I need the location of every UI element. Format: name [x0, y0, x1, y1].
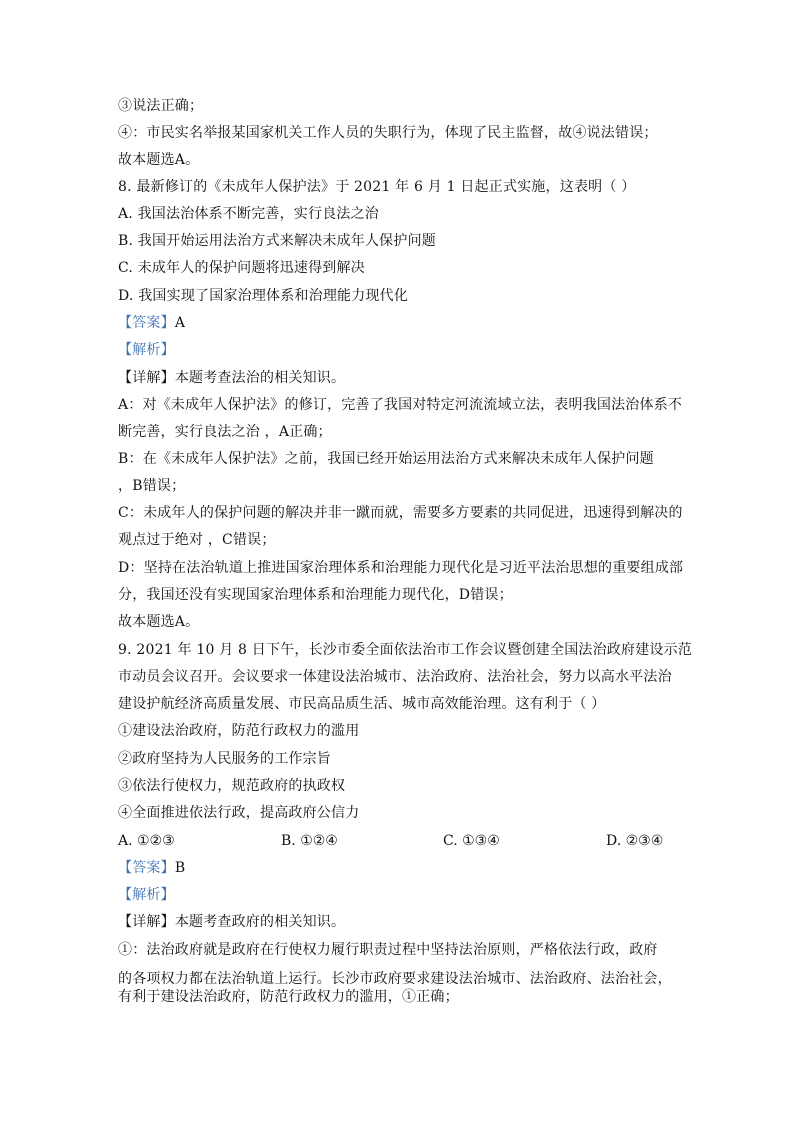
explanation-line: 断完善，实行良法之治 ，A正确；	[118, 424, 332, 440]
question-9-item: ①建设法治政府，防范行政权力的滥用	[118, 723, 360, 739]
text-line: ③说法正确；	[118, 98, 204, 114]
text-line: 故本题选A。	[118, 152, 200, 168]
question-9-detail	[118, 913, 345, 931]
conclusion-line: 故本题选A。	[118, 614, 200, 630]
explanation-line: B：在《未成年人保护法》之前，我国已经开始运用法治方式来解决未成年人保护问题	[118, 451, 654, 467]
detail-tag: 【详解】	[118, 914, 175, 930]
explanation-line: C：未成年人的保护问题的解决并非一蹴而就，需要多方要素的共同促进，迅速得到解决的	[118, 505, 683, 521]
explanation-line: A：对《未成年人保护法》的修订，完善了我国对特定河流流域立法，表明我国法治体系不	[118, 397, 683, 413]
question-8-answer	[118, 314, 185, 332]
text-line: ④：市民实名举报某国家机关工作人员的失职行为，体现了民主监督，故④说法错误；	[118, 125, 658, 141]
answer-tag: 【答案】	[118, 860, 175, 876]
explanation-line: ，B错误；	[118, 478, 186, 494]
question-8-option-a: A. 我国法治体系不断完善，实行良法之治	[118, 206, 380, 222]
explanation-line: 观点过于绝对 ，C错误；	[118, 532, 276, 548]
question-9-stem: 建设护航经济高质量发展、市民高品质生活、城市高效能治理。这有利于（ ）	[118, 696, 606, 712]
explanation-line: 的各项权力都在法治轨道上运行。长沙市政府要求建设法治城市、法治政府、法治社会，	[118, 971, 672, 987]
question-9-stem: 9. 2021 年 10 月 8 日下午，长沙市委全面依法治市工作会议暨创建全国法治政府建设示范	[118, 642, 693, 658]
answer-value: A	[174, 315, 186, 331]
explanation-line: 有利于建设法治政府，防范行政权力的滥用，①正确；	[118, 989, 459, 1005]
question-9-option-c: C. ①③④	[443, 833, 500, 849]
question-9-option-b: B. ①②④	[281, 833, 338, 849]
detail-text: 本题考查法治的相关知识。	[174, 370, 346, 386]
question-8-analysis-tag: 【解析】	[118, 342, 175, 358]
question-9-item: ②政府坚持为人民服务的工作宗旨	[118, 751, 331, 767]
question-8-option-c: C. 未成年人的保护问题将迅速得到解决	[118, 260, 365, 276]
question-9-option-a: A. ①②③	[118, 833, 175, 849]
question-8-stem: 8. 最新修订的《未成年人保护法》于 2021 年 6 月 1 日起正式实施，这表明（ ）	[118, 179, 636, 195]
question-9-stem: 市动员会议召开。会议要求一体建设法治城市、法治政府、法治社会，努力以高水平法治	[118, 669, 672, 685]
answer-value: B	[174, 860, 186, 876]
question-9-item: ③依法行使权力，规范政府的执政权	[118, 778, 346, 794]
question-9-option-d: D. ②③④	[606, 833, 664, 849]
question-8-option-b: B. 我国开始运用法治方式来解决未成年人保护问题	[118, 233, 436, 249]
detail-text: 本题考查政府的相关知识。	[174, 914, 346, 930]
question-8-detail	[118, 369, 345, 387]
answer-tag: 【答案】	[118, 315, 175, 331]
explanation-line: D：坚持在法治轨道上推进国家治理体系和治理能力现代化是习近平法治思想的重要组成部	[118, 560, 684, 576]
question-9-answer	[118, 859, 185, 877]
explanation-line: ①：法治政府就是政府在行使权力履行职责过程中坚持法治原则，严格依法行政，政府	[118, 942, 658, 958]
question-8-option-d: D. 我国实现了国家治理体系和治理能力现代化	[118, 288, 409, 304]
question-9-item: ④全面推进依法行政，提高政府公信力	[118, 805, 360, 821]
question-9-analysis-tag: 【解析】	[118, 887, 175, 903]
detail-tag: 【详解】	[118, 370, 175, 386]
explanation-line: 分，我国还没有实现国家治理体系和治理能力现代化，D错误；	[118, 587, 513, 603]
